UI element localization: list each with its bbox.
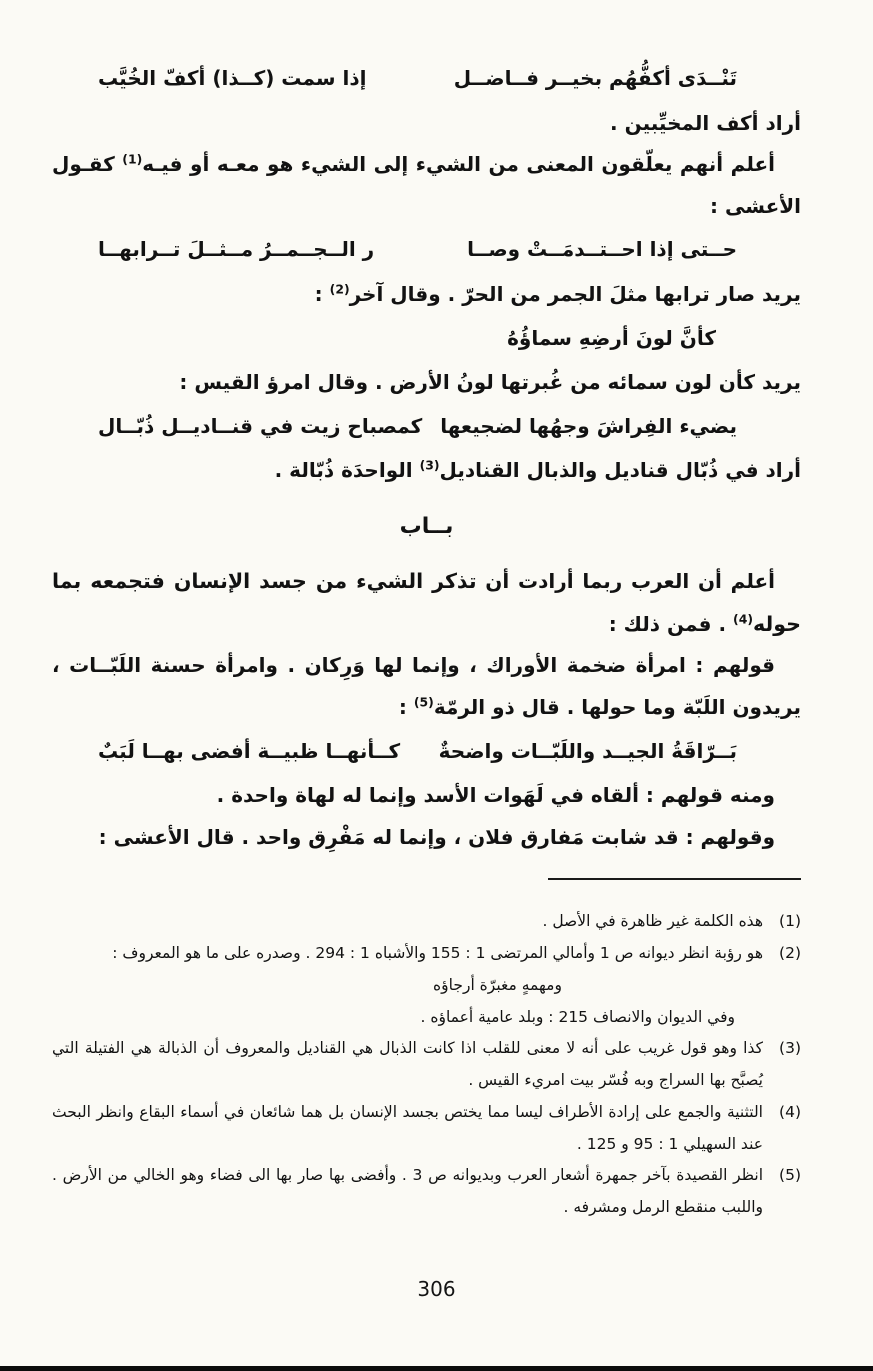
verse-hemistich-right: بَــرّاقَةُ الجيــد واللَبّــات واضحةٌ: [438, 738, 737, 763]
main-text-block: [52, 58, 801, 858]
verse-hemistich-left: كــأنهــا ظبيــة أفضى بهــا لَبَبٌ: [98, 738, 401, 763]
footnote-1: [52, 906, 801, 938]
prose-paragraph: [52, 645, 801, 728]
verse-couplet-1: [52, 58, 801, 100]
text-run: يريد صار ترابها مثلَ الجمر من الحرّ . وقال آخر: [349, 281, 801, 306]
scan-edge-artifact: [0, 1366, 873, 1371]
footnote-3: [52, 1033, 801, 1097]
footnote-text-line: هذه الكلمة غير ظاهرة في الأصل .: [542, 912, 763, 931]
footnote-text-line: هو رؤبة انظر ديوانه ص 1 وأمالي المرتضى 1 : 155 والأشباه 1 : 294 . وصدره على ما هو المعروف :: [112, 944, 763, 963]
footnote-4: [52, 1097, 801, 1161]
footnote-2: [52, 938, 801, 1033]
text-run: الواحدَة ذُبّالة .: [274, 458, 420, 483]
footnote-body: [52, 1097, 763, 1161]
footnote-ref-5: (5): [413, 694, 434, 710]
footnote-body: [52, 1033, 763, 1097]
footnotes-section: [52, 906, 801, 1224]
footnote-number: (5): [779, 1166, 801, 1185]
prose-paragraph: وقولهم : قد شابت مَفارق فلان ، وإنما له مَفْرِق واحد . قال الأعشى :: [98, 824, 775, 849]
footnote-text-line: وفي الديوان والانصاف 215 : وبلد عامية أعماؤه .: [420, 1007, 735, 1026]
verse-couplet-2: [52, 229, 801, 271]
text-run: . فمن ذلك :: [608, 611, 734, 636]
verse-hemistich-left: إذا سمت (كــذا) أكفّ الخُيَّب: [98, 66, 367, 90]
prose-paragraph: [52, 560, 801, 646]
verse-couplet-3: [52, 406, 801, 448]
verse-hemistich-left: ر الــجــمــرُ مــثــلَ تــرابهــا: [98, 237, 375, 262]
text-run: :: [314, 281, 330, 306]
footnote-number: (3): [779, 1039, 801, 1058]
prose-paragraph: [52, 144, 801, 227]
prose-paragraph: [52, 274, 801, 316]
footnote-text-line: كذا وهو قول غريب على أنه لا معنى للقلب اذا كانت الذبال هي القناديل والمعروف أن الذبالة هي الفتيلة التي يُصبَّح بها السراج وبه فُسّر بيت امريء القيس .: [52, 1039, 763, 1090]
footnote-ref-3: (3): [419, 457, 440, 473]
page-number: 306: [417, 1277, 456, 1301]
prose-line: أراد أكف المخيِّبين .: [610, 110, 801, 135]
footnote-body: [52, 1160, 763, 1224]
footnote-number: (2): [779, 944, 801, 963]
verse-couplet-4: [52, 731, 801, 773]
footnote-number: (4): [779, 1102, 801, 1121]
verse-hemistich-left: كمصباح زيت في قنــاديــل ذُبّــال: [98, 413, 423, 438]
verse-hemistich-right: تَنْــدَى أكفُّهُم بخيــر فــاضــل: [453, 66, 737, 90]
prose-paragraph: [52, 450, 801, 492]
footnote-5: [52, 1160, 801, 1224]
text-run: أعلم أنهم يعلّقون المعنى من الشيء إلى الشيء هو معـه أو فيـه: [142, 152, 776, 177]
text-run: :: [398, 694, 414, 719]
footnote-body: [52, 938, 763, 1033]
footnote-separator-rule: [548, 878, 801, 880]
footnote-text-line: التثنية والجمع على إرادة الأطراف ليسا مما يختص بجسد الإنسان بل هما شائعان في أسماء البقاع وانظر البحث عند السهيلي 1 : 95 و 125 .: [52, 1102, 763, 1153]
footnote-ref-4: (4): [733, 610, 754, 626]
chapter-heading: بــاب: [399, 513, 454, 539]
text-run: كقـول الأعشى :: [52, 152, 801, 218]
footnote-number: (1): [779, 912, 801, 931]
verse-hemistich-right: يضيء الفِراشَ وجهُها لضجيعها: [440, 413, 737, 438]
emphasized-text: تذكر الشيء من جسد الإنسان فتجمعه بما حوله: [52, 568, 801, 636]
footnote-ref-1: (1): [122, 151, 143, 167]
footnote-text-line: انظر القصيدة بآخر جمهرة أشعار العرب وبديوانه ص 3 . وأفضى بها صار بها الى فضاء وهو الخالي من الأرض . واللبب منقطع الرمل ومشرفه .: [52, 1166, 764, 1217]
footnote-ref-2: (2): [329, 281, 350, 297]
text-run: أعلم أن العرب ربما أرادت أن: [476, 568, 775, 593]
footnote-verse-line: ومهمهٍ مغبرّة أرجاؤه: [433, 975, 562, 994]
verse-single-line: كأنَّ لونَ أرضِهِ سماؤُهُ: [507, 325, 716, 350]
text-run: أراد في ذُبّال قناديل والذبال القناديل: [439, 458, 801, 483]
footnote-body: [52, 906, 763, 938]
prose-paragraph: ومنه قولهم : ألقاه في لَهَوات الأسد وإنما له لهاة واحدة .: [216, 783, 775, 808]
prose-paragraph: يريد كأن لون سمائه من غُبرتها لونُ الأرض . وقال امرؤ القيس :: [179, 370, 801, 395]
verse-hemistich-right: حــتى إذا احــتــدمَــتْ وصــا: [467, 237, 737, 262]
text-run: قولهم : امرأة ضخمة الأوراك ، وإنما لها وَرِكان . وامرأة حسنة اللَبّــات ، يريدون اللَبّة وما حولها . قال ذو الرمّة: [52, 653, 801, 719]
